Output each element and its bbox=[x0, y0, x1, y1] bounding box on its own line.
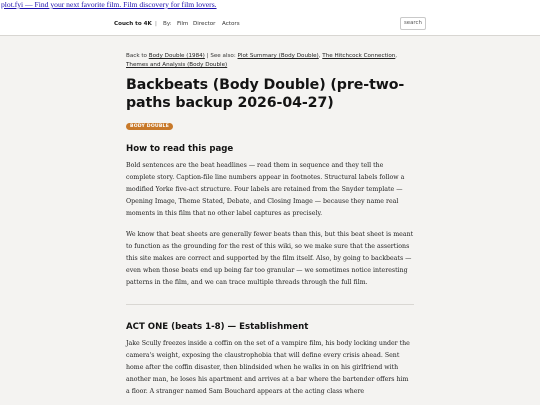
breadcrumb-see-also: | See also: bbox=[204, 53, 238, 59]
breadcrumb bbox=[126, 52, 414, 70]
breadcrumb-comma: , bbox=[318, 53, 323, 59]
nav-link-actors[interactable]: Actors bbox=[222, 21, 240, 27]
page-title: Backbeats (Body Double) (pre-two-paths backup 2026-04-27) bbox=[126, 77, 405, 111]
breadcrumb-link-themes[interactable]: Themes and Analysis (Body Double) bbox=[126, 62, 228, 68]
how-to-read-paragraph-1: Bold sentences are the beat headlines — read them in sequence and they tell the complete story. Caption-file line numbers appear in footnotes. Structural labels follow a modified Yorke five-act structure. Four labels are retained from the Snyder template — Opening Image, Theme Stated, Debate, and Closing Image — because they name real moments in this film that no other label captures as precisely. bbox=[126, 162, 405, 217]
top-banner bbox=[0, 0, 540, 14]
act-one-paragraph: Jake Scully freezes inside a coffin on the set of a vampire film, his body locking under the camera's weight, exposing the claustrophobia that will define every crisis ahead. Sent home after the coffin disaster, then blindsided when he walks in on his girlfriend with another man, he loses his apartment and arrives at a bar where the bartender offers him a floor. A stranger named Sam Bouchard appears at the acting class where bbox=[126, 340, 410, 395]
site-brand[interactable]: Couch to 4K bbox=[114, 21, 152, 27]
how-to-read-heading: How to read this page bbox=[126, 144, 234, 154]
search-box[interactable]: search bbox=[400, 17, 426, 30]
section-divider bbox=[126, 304, 414, 305]
breadcrumb-link-plot-summary[interactable]: Plot Summary (Body Double) bbox=[237, 53, 319, 59]
main-content bbox=[126, 52, 414, 398]
nav-link-film[interactable]: Film bbox=[177, 21, 189, 27]
how-to-read-paragraph-2: We know that beat sheets are generally fewer beats than this, but this beat sheet is meant to function as the grounding for the rest of this wiki, so we make sure that the assertions this site makes are correct and supported by the film itself. Also, by going to backbeats — even when those beats end up being far too granular — we sometimes notice interesting patterns in the film, and we can trace multiple threads through the full film. bbox=[126, 231, 414, 286]
breadcrumb-back-prefix: Back to bbox=[126, 53, 149, 59]
breadcrumb-comma-2: , bbox=[395, 53, 398, 59]
act-one-heading: ACT ONE (beats 1-8) — Establishment bbox=[126, 322, 309, 332]
banner-link[interactable]: plot.fyi — Find your next favorite film. Film discovery for film lovers. bbox=[1, 0, 217, 9]
film-badge[interactable]: BODY DOUBLE bbox=[126, 123, 173, 130]
nav-link-director[interactable]: Director bbox=[193, 21, 216, 27]
nav-bar bbox=[0, 14, 540, 36]
nav-by-label: By: bbox=[163, 21, 172, 27]
nav-separator: | bbox=[155, 21, 157, 27]
breadcrumb-link-hitchcock[interactable]: The Hitchcock Connection bbox=[322, 53, 396, 59]
breadcrumb-back-link[interactable]: Body Double (1984) bbox=[148, 53, 205, 59]
